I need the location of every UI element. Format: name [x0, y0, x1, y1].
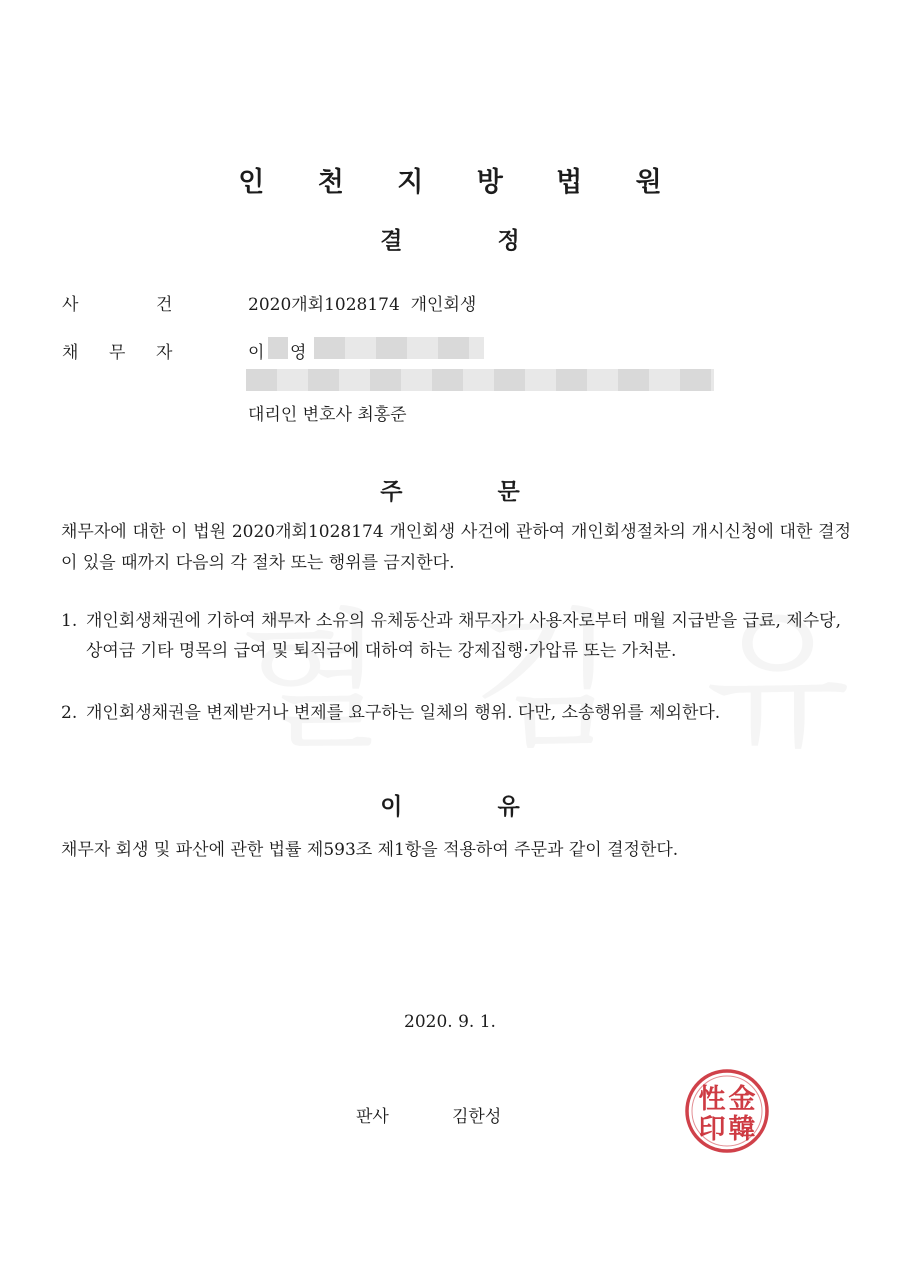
document-title	[0, 222, 900, 255]
debtor-label-char: 채	[62, 343, 79, 363]
case-label-char: 건	[156, 295, 173, 315]
seal-char: 韓	[728, 1114, 756, 1145]
redaction-block	[268, 337, 288, 359]
redaction-address	[246, 369, 714, 391]
case-label-char: 사	[62, 295, 79, 315]
order-heading-left: 주	[380, 479, 403, 505]
order-item	[61, 606, 841, 666]
watermark	[240, 560, 870, 776]
judge-seal-stamp	[684, 1068, 770, 1154]
case-label	[62, 290, 203, 315]
order-item-text: 개인회생채권에 기하여 채무자 소유의 유체동산과 채무자가 사용자로부터 매월 지급받을 급료, 제수당, 상여금 기타 명목의 급여 및 퇴직금에 대하여 하는 강제집행·가압류 또는 가처분.	[86, 611, 841, 661]
order-heading-right: 문	[497, 479, 520, 505]
judge-label: 판사	[356, 1107, 389, 1127]
seal-char: 性	[698, 1084, 726, 1115]
reason-heading	[0, 788, 900, 821]
reason-text: 채무자 회생 및 파산에 관한 법률 제593조 제1항을 적용하여 주문과 같이 결정한다.	[61, 840, 679, 860]
debtor-label-char: 무	[109, 343, 126, 363]
debtor-label	[62, 338, 203, 363]
debtor-label-char: 자	[156, 343, 173, 363]
document-title-right: 정	[497, 228, 520, 254]
order-item	[61, 698, 841, 728]
debtor-name-first: 이	[248, 343, 265, 363]
debtor-name-last: 영	[290, 343, 307, 363]
reason-heading-left: 이	[380, 794, 403, 820]
decision-date: 2020. 9. 1.	[404, 1012, 496, 1032]
case-value: 2020개회1028174 개인회생	[248, 295, 477, 315]
order-item-text: 개인회생채권을 변제받거나 변제를 요구하는 일체의 행위. 다만, 소송행위를 제외한다.	[86, 703, 721, 723]
order-heading	[0, 473, 900, 506]
redaction-block	[314, 337, 484, 359]
document-title-left: 결	[380, 228, 403, 254]
order-item-number: 2.	[61, 703, 78, 723]
court-name: 인 천 지 방 법 원	[238, 167, 684, 198]
debtor-agent: 대리인 변호사 최홍준	[248, 405, 407, 425]
seal-char: 印	[698, 1114, 726, 1145]
judge-name: 김한성	[452, 1107, 502, 1127]
order-item-number: 1.	[61, 611, 78, 631]
seal-char: 金	[728, 1084, 756, 1115]
reason-heading-right: 유	[497, 794, 520, 820]
order-intro: 채무자에 대한 이 법원 2020개회1028174 개인회생 사건에 관하여 개인회생절차의 개시신청에 대한 결정이 있을 때까지 다음의 각 절차 또는 행위를 금지한다.	[61, 522, 851, 573]
